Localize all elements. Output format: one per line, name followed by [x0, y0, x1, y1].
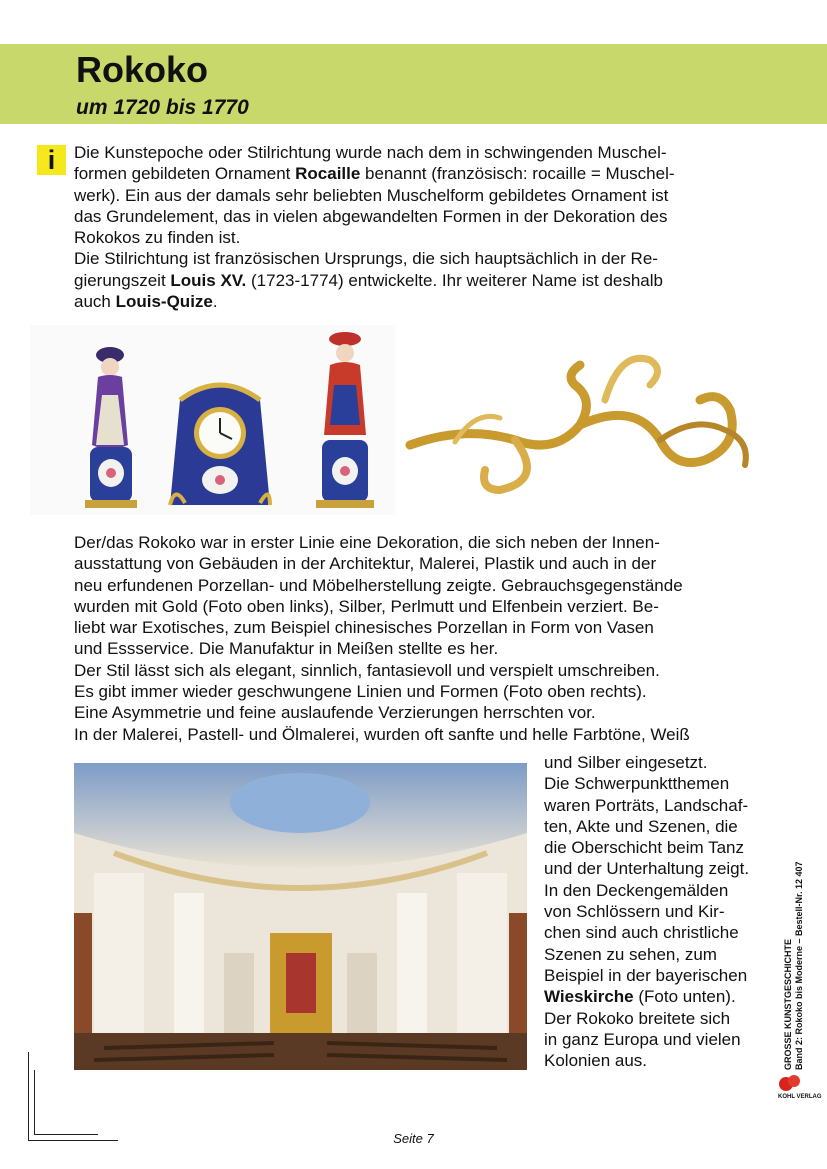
text-run: neu erfundenen Porzellan- und Möbelherstellung zeigte. Gebrauchsgegenstände — [74, 575, 683, 595]
text-line — [74, 291, 774, 312]
bold-term: Louis-Quize — [115, 292, 213, 312]
series-title: GROSSE KUNSTGESCHICHTE — [783, 938, 793, 1070]
text-line — [74, 248, 774, 269]
text-line — [544, 944, 789, 965]
text-run: und Essservice. Die Manufaktur in Meißen stellte es her. — [74, 639, 499, 659]
text-line — [74, 227, 774, 248]
text-line — [544, 986, 789, 1007]
text-run: In den Deckengemälden — [544, 880, 729, 900]
text-line — [544, 1050, 789, 1071]
text-line — [74, 532, 774, 553]
text-line — [74, 553, 774, 574]
porcelain-clock-photo — [30, 325, 395, 515]
info-icon: i — [37, 145, 66, 175]
text-run: von Schlössern und Kir- — [544, 902, 725, 922]
text-run: liebt war Exotisches, zum Beispiel chinesisches Porzellan in Form von Vasen — [74, 618, 654, 638]
text-line — [74, 185, 774, 206]
text-line — [544, 773, 789, 794]
text-line — [544, 752, 789, 773]
text-line — [544, 795, 789, 816]
text-line — [74, 681, 774, 702]
corner-mark-vertical-inner — [34, 1070, 35, 1134]
text-run: Szenen zu sehen, zum — [544, 944, 717, 964]
text-run: Beispiel in der bayerischen — [544, 965, 748, 985]
bold-term: Louis XV. — [170, 270, 247, 290]
text-line — [74, 575, 774, 596]
text-run: benannt (französisch: rocaille = Muschel- — [360, 164, 675, 184]
publisher-logo — [778, 1072, 822, 1100]
bold-term: Wieskirche — [544, 987, 634, 1007]
text-run: auch — [74, 292, 116, 312]
text-run: Der Rokoko breitete sich — [544, 1008, 731, 1028]
text-line — [544, 901, 789, 922]
text-line — [74, 660, 774, 681]
rocaille-ornament-image — [405, 330, 755, 500]
text-run: formen gebildeten Ornament — [74, 164, 296, 184]
intro-paragraph — [74, 142, 774, 312]
text-run: und Silber eingesetzt. — [544, 753, 708, 772]
text-line — [74, 142, 774, 163]
text-line — [74, 206, 774, 227]
page-number: Seite 7 — [393, 1131, 434, 1146]
text-line — [74, 702, 774, 723]
text-run: chen sind auch christliche — [544, 923, 739, 943]
text-line — [544, 1008, 789, 1029]
text-run: das Grundelement, das in vielen abgewandelten Formen in der Dekoration des — [74, 206, 668, 226]
text-line — [544, 1029, 789, 1050]
text-line — [74, 724, 774, 745]
text-run: in ganz Europa und vielen — [544, 1029, 741, 1049]
porcelain-clock — [170, 385, 270, 505]
text-run: Die Schwerpunktthemen — [544, 774, 730, 794]
text-run: ausstattung von Gebäuden in der Architektur, Malerei, Plastik und auch in der — [74, 554, 657, 574]
text-run: (1723-1774) entwickelte. Ihr weiterer Name ist deshalb — [246, 270, 663, 290]
side-paragraph — [544, 752, 789, 1071]
text-line — [74, 617, 774, 638]
text-line — [544, 816, 789, 837]
publisher-logo-icon — [778, 1072, 808, 1094]
page-title: Rokoko — [76, 49, 209, 90]
wieskirche-photo — [74, 763, 527, 1070]
text-line — [74, 270, 774, 291]
text-run: Der Stil lässt sich als elegant, sinnlich, fantasievoll und verspielt umschreiben. — [74, 660, 660, 680]
text-run: waren Porträts, Landschaf- — [544, 795, 749, 815]
text-run: gierungszeit — [74, 270, 171, 290]
publisher-sidebar — [783, 770, 813, 1070]
text-line — [544, 837, 789, 858]
text-run: Rokokos zu finden ist. — [74, 228, 241, 248]
text-run: Die Stilrichtung ist französischen Ursprungs, die sich hauptsächlich in der Re- — [74, 249, 658, 269]
text-line — [544, 965, 789, 986]
text-run: die Oberschicht beim Tanz — [544, 838, 745, 858]
text-run: Eine Asymmetrie und feine auslaufende Verzierungen herrschten vor. — [74, 703, 596, 723]
text-line — [544, 880, 789, 901]
page-subtitle: um 1720 bis 1770 — [76, 96, 249, 119]
text-run: und der Unterhaltung zeigt. — [544, 859, 750, 879]
publisher-name: KOHL VERLAG — [778, 1094, 822, 1100]
text-line — [544, 858, 789, 879]
text-run: werk). Ein aus der damals sehr beliebten Muschelform gebildetes Ornament ist — [74, 185, 669, 205]
text-run: Es gibt immer wieder geschwungene Linien und Formen (Foto oben rechts). — [74, 682, 647, 702]
sidebar-text — [783, 770, 805, 1070]
text-run: Die Kunstepoche oder Stilrichtung wurde nach dem in schwingenden Muschel- — [74, 143, 667, 162]
text-line — [74, 638, 774, 659]
text-run: wurden mit Gold (Foto oben links), Silber, Perlmutt und Elfenbein verziert. Be- — [74, 596, 659, 616]
band-order-number: Band 2: Rokoko bis Moderne – Bestell-Nr. 12 407 — [794, 861, 804, 1070]
text-run: . — [212, 292, 218, 312]
corner-mark-vertical — [28, 1052, 29, 1140]
text-run: In der Malerei, Pastell- und Ölmalerei, wurden oft sanfte und helle Farbtöne, Weiß — [74, 724, 690, 744]
text-line — [544, 922, 789, 943]
body-paragraph — [74, 532, 774, 745]
text-run: Der/das Rokoko war in erster Linie eine Dekoration, die sich neben der Innen- — [74, 533, 660, 552]
text-run: (Foto unten). — [633, 987, 736, 1007]
text-line — [74, 163, 774, 184]
text-run: ten, Akte und Szenen, die — [544, 816, 738, 836]
text-run: Kolonien aus. — [544, 1051, 648, 1071]
bold-term: Rocaille — [295, 164, 361, 184]
text-line — [74, 596, 774, 617]
